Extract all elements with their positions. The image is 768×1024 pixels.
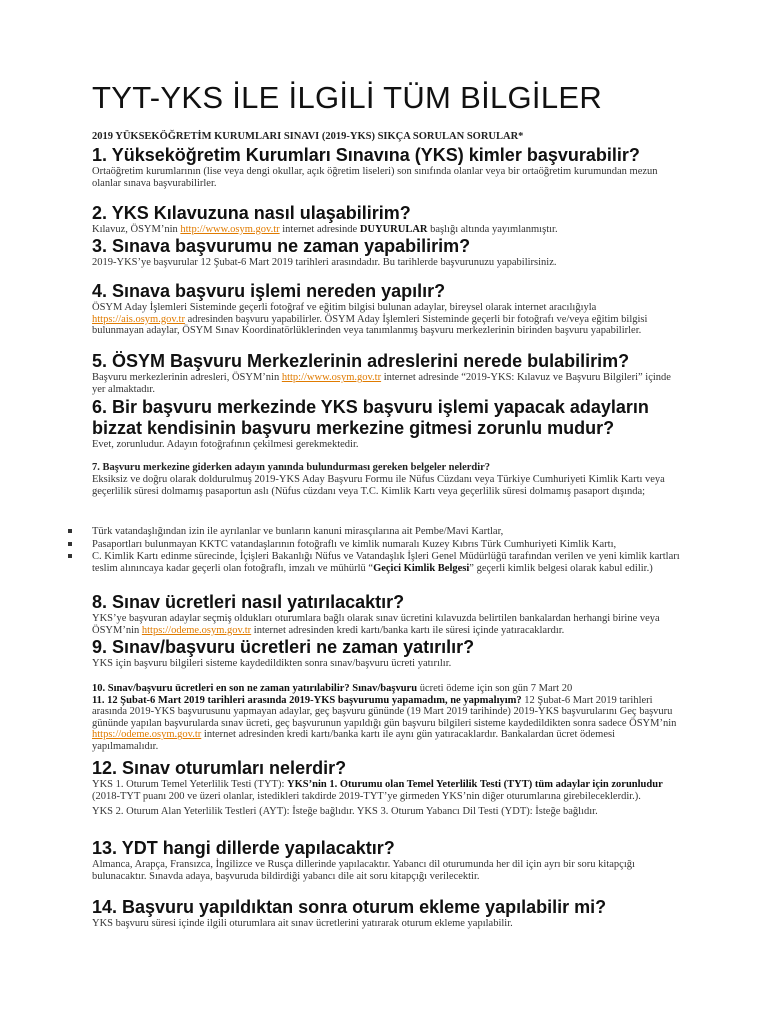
q11-text: 11. 12 Şubat-6 Mart 2019 tarihleri arasında 2019-YKS başvurumu yapamadım, ne yapmalıyım? 12 Şubat-6 Mart 2019 tarihleri arasında 2019-YKS başvurusunu yapmayan adaylar, geç başvuru gününde (19 Mart 2019 tarihinde) 2019-YKS başvurularını Geç başvuru gününde yapılan başvurularda sınav ücreti, geç başvurunun yapıldığı gün başvuru bilgileri sisteme kaydedildikten sonra sadece ÖSYM’nin https://odeme.osym.gov.tr internet adresinden kredi kartı/banka kartı ile aynı gün yatıracaklardır. Bankalardan ücret ödemesi yapılmamalıdır.: [92, 694, 677, 752]
section-5: [92, 351, 682, 395]
q4-text: ÖSYM Aday İşlemleri Sisteminde geçerli fotoğraf ve eğitim bilgisi bulunan adaylar, bireysel olarak internet aracılığıyla https://ais.osym.gov.tr adresinden başvuru yapabilirler. ÖSYM Aday İşlemleri Sisteminde geçerli bir fotoğrafı ve/veya eğitim bilgisi bulunmayan adaylar, ÖSYM Sınav Koordinatörlüklerinden veya tanımlanmış başvuru merkezlerinin birinden başvuru yapabilirler.: [92, 302, 648, 337]
q1-text: Ortaöğretim kurumlarının (lise veya dengi okullar, açık öğretim liseleri) son sınıfında olanlar veya bir ortaöğretim kurumundan mezun olanlar sınava başvurabilirler.: [92, 166, 658, 189]
list-item: Türk vatandaşlığından izin ile ayrılanlar ve bunların kanuni mirasçılarına ait Pembe/Mavi Kartlar,: [92, 526, 682, 538]
list-item: Pasaportları bulunmayan KKTC vatandaşlarının fotoğraflı ve kimlik numaralı Kuzey Kıbrıs Türk Cumhuriyeti Kimlik Kartı,: [92, 539, 682, 551]
q13-heading: 13. YDT hangi dillerde yapılacaktır?: [92, 838, 395, 858]
q9-heading: 9. Sınav/başvuru ücretleri ne zaman yatırılır?: [92, 637, 475, 657]
q7-heading: 7. Başvuru merkezine giderken adayın yanında bulundurması gereken belgeler nelerdir?: [92, 462, 491, 473]
q8-text: YKS’ye başvuran adaylar seçmiş oldukları oturumlara bağlı olarak sınav ücretini kılavuzda belirtilen bankalardan herhangi birine veya ÖSYM’nin https://odeme.osym.gov.tr internet adresinden kredi kartı/banka kartı ile süresi içinde yatıracaklardır.: [92, 613, 660, 636]
section-13: [92, 838, 682, 882]
page-title: TYT-YKS İLE İLGİLİ TÜM BİLGİLER: [92, 80, 603, 115]
q7-bullet-list: [92, 526, 682, 575]
osym-link[interactable]: http://www.osym.gov.tr: [180, 224, 280, 235]
section-3: [92, 236, 682, 269]
q2-text: Kılavuz, ÖSYM’nin http://www.osym.gov.tr internet adresinde DUYURULAR başlığı altında yayımlanmıştır.: [92, 224, 558, 235]
faq-subtitle: 2019 YÜKSEKÖĞRETİM KURUMLARI SINAVI (2019-YKS) SIKÇA SORULAN SORULAR*: [92, 131, 524, 142]
q2-heading: 2. YKS Kılavuzuna nasıl ulaşabilirim?: [92, 203, 411, 223]
q6-heading: 6. Bir başvuru merkezinde YKS başvuru işlemi yapacak adayların bizzat kendisinin başvuru merkezine gitmesi zorunlu mudur?: [92, 397, 649, 438]
section-6: [92, 397, 682, 451]
odeme-link[interactable]: https://odeme.osym.gov.tr: [92, 729, 202, 741]
section-1: [92, 131, 682, 189]
section-14: [92, 897, 682, 930]
q9-text: YKS için başvuru bilgileri sisteme kaydedildikten sonra sınav/başvuru ücreti yatırılır.: [92, 658, 452, 669]
q7-text: Eksiksiz ve doğru olarak doldurulmuş 2019-YKS Aday Başvuru Formu ile Nüfus Cüzdanı veya Türkiye Cumhuriyeti Kimlik Kartı veya geçerlilik süresi dolmamış pasaportun aslı (Nüfus cüzdanı veya T.C. Kimlik Kartı veya geçerlilik süresi dolmamış pasaport dışında;: [92, 474, 665, 497]
q12-text: YKS 1. Oturum Temel Yeterlilik Testi (TYT): YKS’nin 1. Oturumu olan Temel Yeterlilik Testi (TYT) tüm adaylar için zorunludur (2018-TYT puanı 200 ve üzeri olanlar, istedikleri takdirde 2019-TYT’ye girmeden YKS’nin diğer oturumlarına girebileceklerdir.).: [92, 779, 663, 802]
section-2: [92, 203, 682, 236]
ais-link[interactable]: https://ais.osym.gov.tr: [92, 313, 185, 325]
q8-heading: 8. Sınav ücretleri nasıl yatırılacaktır?: [92, 592, 405, 612]
list-item: C. Kimlik Kartı edinme sürecinde, İçişleri Bakanlığı Nüfus ve Vatandaşlık İşleri Genel Müdürlüğü tarafından verilen ve yeni kimlik kartları teslim alınıncaya kadar geçerli olan fotoğraflı, imzalı ve mühürlü “Geçici Kimlik Belgesi” geçerli kimlik belgesi olarak kabul edilir.): [92, 551, 682, 574]
odeme-link[interactable]: https://odeme.osym.gov.tr: [141, 624, 252, 636]
bullet-icon: [68, 542, 72, 546]
q4-heading: 4. Sınava başvuru işlemi nereden yapılır?: [92, 281, 446, 301]
q12-text-2: YKS 2. Oturum Alan Yeterlilik Testleri (AYT): İsteğe bağlıdır. YKS 3. Oturum Yabancı Dil Testi (YDT): İsteğe bağlıdır.: [92, 806, 598, 818]
q10-text: 10. Sınav/başvuru ücretleri en son ne zaman yatırılabilir? Sınav/başvuru ücreti ödeme için son gün 7 Mart 20: [92, 683, 573, 694]
bullet-icon: [68, 554, 72, 558]
q14-heading: 14. Başvuru yapıldıktan sonra oturum ekleme yapılabilir mi?: [92, 897, 607, 917]
osym-link[interactable]: http://www.osym.gov.tr: [281, 372, 382, 383]
bullet-icon: [68, 529, 72, 533]
q12-heading: 12. Sınav oturumları nelerdir?: [92, 758, 347, 778]
q14-text: YKS başvuru süresi içinde ilgili oturumlara ait sınav ücretlerini yatırarak oturum ekleme yapılabilir.: [92, 918, 513, 929]
q13-text: Almanca, Arapça, Fransızca, İngilizce ve Rusça dillerinde yapılacaktır. Yabancı dil oturumunda her dil için ayrı bir soru kitapçığı bulunacaktır. Sınavda adaya, başvuruda bildirdiği yabancı dile ait soru kitapçığı verilecektir.: [92, 859, 635, 882]
section-8: [92, 592, 682, 636]
section-7: [92, 462, 682, 497]
section-10-11: [92, 683, 682, 753]
q6-text: Evet, zorunludur. Adayın fotoğrafının çekilmesi gerekmektedir.: [92, 439, 359, 450]
q5-text: Başvuru merkezlerinin adresleri, ÖSYM’nin http://www.osym.gov.tr internet adresinde “2019-YKS: Kılavuz ve Başvuru Bilgileri” içinde yer almaktadır.: [92, 372, 671, 395]
q3-heading: 3. Sınava başvurumu ne zaman yapabilirim?: [92, 236, 471, 256]
section-9: [92, 637, 682, 670]
q3-text: 2019-YKS’ye başvurular 12 Şubat-6 Mart 2019 tarihleri arasındadır. Bu tarihlerde başvurunuzu yapabilirsiniz.: [92, 257, 557, 268]
section-12: [92, 758, 682, 818]
section-4: [92, 281, 682, 337]
q5-heading: 5. ÖSYM Başvuru Merkezlerinin adreslerini nerede bulabilirim?: [92, 351, 630, 371]
q1-heading: 1. Yükseköğretim Kurumları Sınavına (YKS) kimler başvurabilir?: [92, 145, 640, 165]
